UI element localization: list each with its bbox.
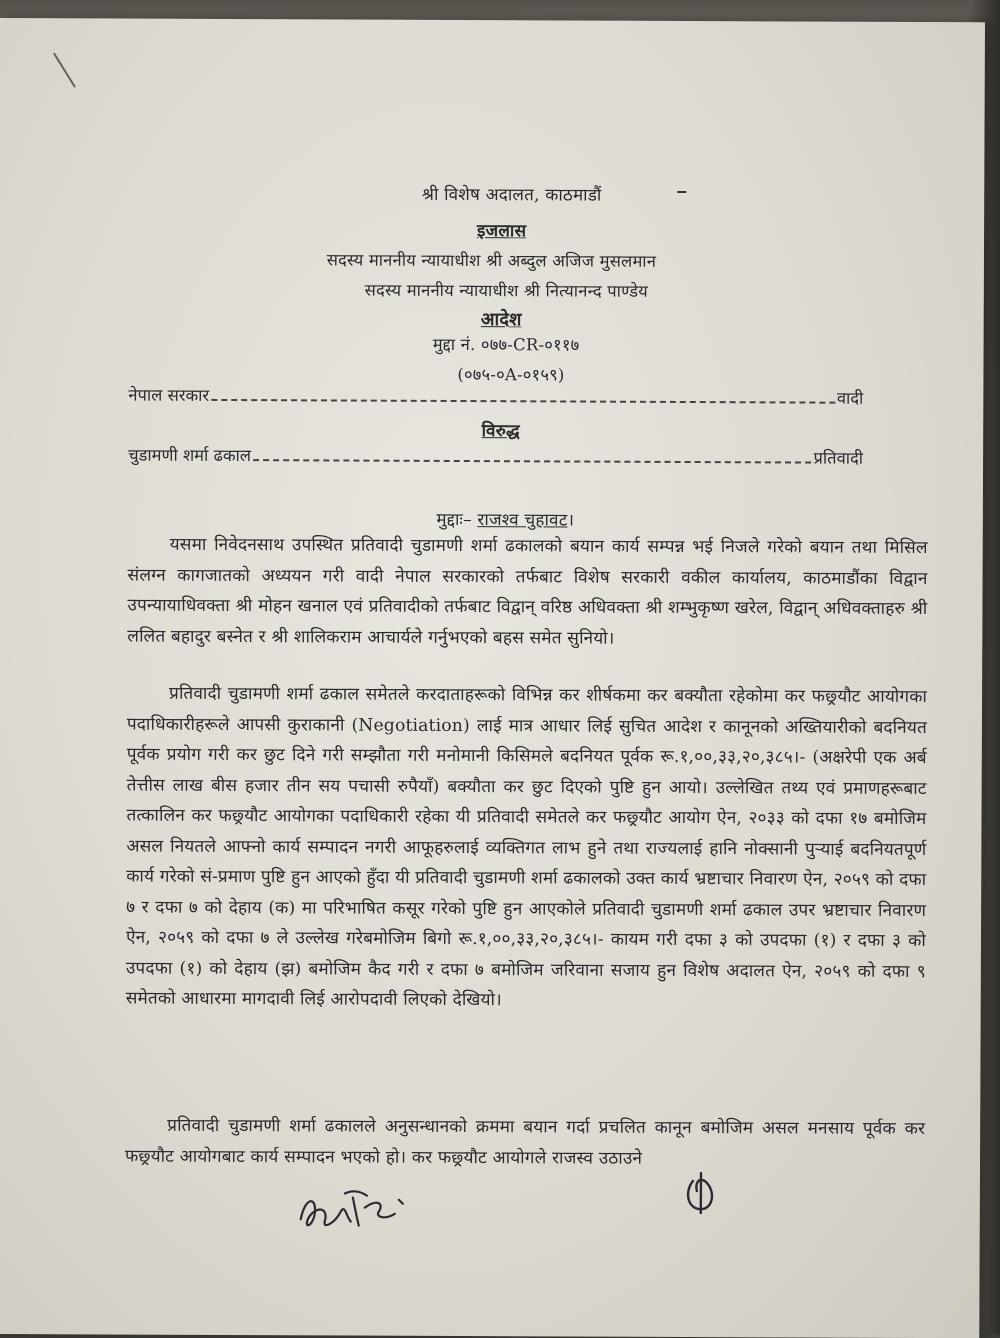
versus-label: विरुद्ध (481, 421, 520, 442)
plaintiff-role: वादी (836, 388, 864, 408)
initial-scribble-mark (683, 1169, 719, 1215)
document-paper (0, 18, 985, 1338)
dashed-leader (211, 389, 835, 404)
bench-label: इजलास (476, 221, 527, 242)
dashed-leader (253, 449, 812, 463)
subject-value: राजश्व चुहावट (477, 510, 568, 531)
subject-end: । (567, 510, 575, 531)
defendant-role: प्रतिवादी (813, 448, 864, 468)
stray-dash-mark (677, 191, 686, 193)
handwritten-signature (295, 1177, 415, 1238)
registration-number: (०७५-०A-०१५९) (457, 364, 565, 385)
judge-line-1: सदस्य माननीय न्यायाधीश श्री अब्दुल अजिज मुसलमान (326, 250, 657, 271)
judge-line-2: सदस्य माननीय न्यायाधीश श्री नित्यानन्द पाण्डेय (364, 280, 649, 301)
case-subject (0, 505, 983, 532)
case-number: मुद्दा नं. ०७७-CR-०११७ (432, 334, 580, 355)
defendant-name: चुडामणी शर्मा ढकाल (128, 445, 252, 466)
pen-stroke-mark (53, 41, 94, 88)
body-paragraph-1: यसमा निवेदनसाथ उपस्थित प्रतिवादी चुडामणी शर्मा ढकालको बयान कार्य सम्पन्न भई निजले गरेको बयान तथा मिसिल संलग्न कागजातको अध्ययन गरी वादी नेपाल सरकारको तर्फबाट विशेष सरकारी वकील कार्यालय, काठमाडौंका विद्वान उपन्यायाधिवक्ता श्री मोहन खनाल एवं प्रतिवादीको तर्फबाट विद्वान् वरिष्ठ अधिवक्ता श्री शम्भुकृष्ण खरेल, विद्वान् अधिवक्ताहरु श्री ललित बहादुर बस्नेत र श्री शालिकराम आचार्यले गर्नुभएको बहस समेत सुनियो। (127, 534, 928, 649)
body-paragraph-2: प्रतिवादी चुडामणी शर्मा ढकाल समेतले करदाताहरूको विभिन्न कर शीर्षकमा कर बक्यौता रहेकोमा कर फछ्र्यौट आयोगका पदाधिकारीहरूले आपसी कुराकानी (Negotiation) लाई मात्र आधार लिई सुचित आदेश र कानूनको अख्तियारीको बदनियत पूर्वक प्रयोग गरी कर छुट दिने गरी सम्झौता गरी मनोमानी किसिमले बदनियत पूर्वक रू.१,००,३३,२०,३८५।- (अक्षरेपी एक अर्ब तेत्तीस लाख बीस हजार तीन सय पचासी रुपैयाँ) बक्यौता कर छुट दिएको पुष्टि हुन आयो। उल्लेखित तथ्य एवं प्रमाणहरूबाट तत्कालिन कर फछ्र्यौट आयोगका पदाधिकारी रहेका यी प्रतिवादी समेतले कर फछ्र्यौट आयोग ऐन, २०३३ को दफा १७ बमोजिम असल नियतले आफ्नो कार्य सम्पादन नगरी आफूहरुलाई व्यक्तिगत लाभ हुने तथा राज्यलाई हानि नोक्सानी पुऱ्याई बदनियतपूर्ण कार्य गरेको सं-प्रमाण पुष्टि हुन आएको हुँदा यी प्रतिवादी चुडामणी शर्मा ढकालको उक्त कार्य भ्रष्टाचार निवारण ऐन, २०५९ को दफा ७ र दफा ७ को देहाय (क) मा परिभाषित कसूर गरेको पुष्टि हुन आएकोले प्रतिवादी चुडामणी शर्मा ढकाल उपर भ्रष्टाचार निवारण ऐन, २०५९ को दफा ७ ले उल्लेख गरेबमोजिम बिगो रू.१,००,३३,२०,३८५।- कायम गरी दफा ३ को उपदफा (१) र दफा ३ को उपदफा (१) को देहाय (झ) बमोजिम कैद गरी र दफा ७ बमोजिम जरिवाना सजाय हुन विशेष अदालत ऐन, २०५९ को दफा ९ समेतको आधारमा मागदावी लिई आरोपदावी लिएको देखियो। (125, 683, 928, 1011)
order-page (0, 18, 985, 1338)
subject-label: मुद्दाः– (436, 509, 472, 531)
plaintiff-line (128, 383, 863, 409)
court-name: श्री विशेष अदालत, काठमाडौं (421, 184, 602, 206)
defendant-line (128, 443, 863, 469)
body-paragraph-3: प्रतिवादी चुडामणी शर्मा ढकालले अनुसन्धानको क्रममा बयान गर्दा प्रचलित कानून बमोजिम असल मनसाय पूर्वक कर फछ्र्यौट आयोगबाट कार्य सम्पादन भएको हो। कर फछ्र्यौट आयोगले राजस्व उठाउने (124, 1115, 926, 1169)
order-heading: आदेश (480, 309, 522, 331)
plaintiff-name: नेपाल सरकार (128, 385, 210, 405)
